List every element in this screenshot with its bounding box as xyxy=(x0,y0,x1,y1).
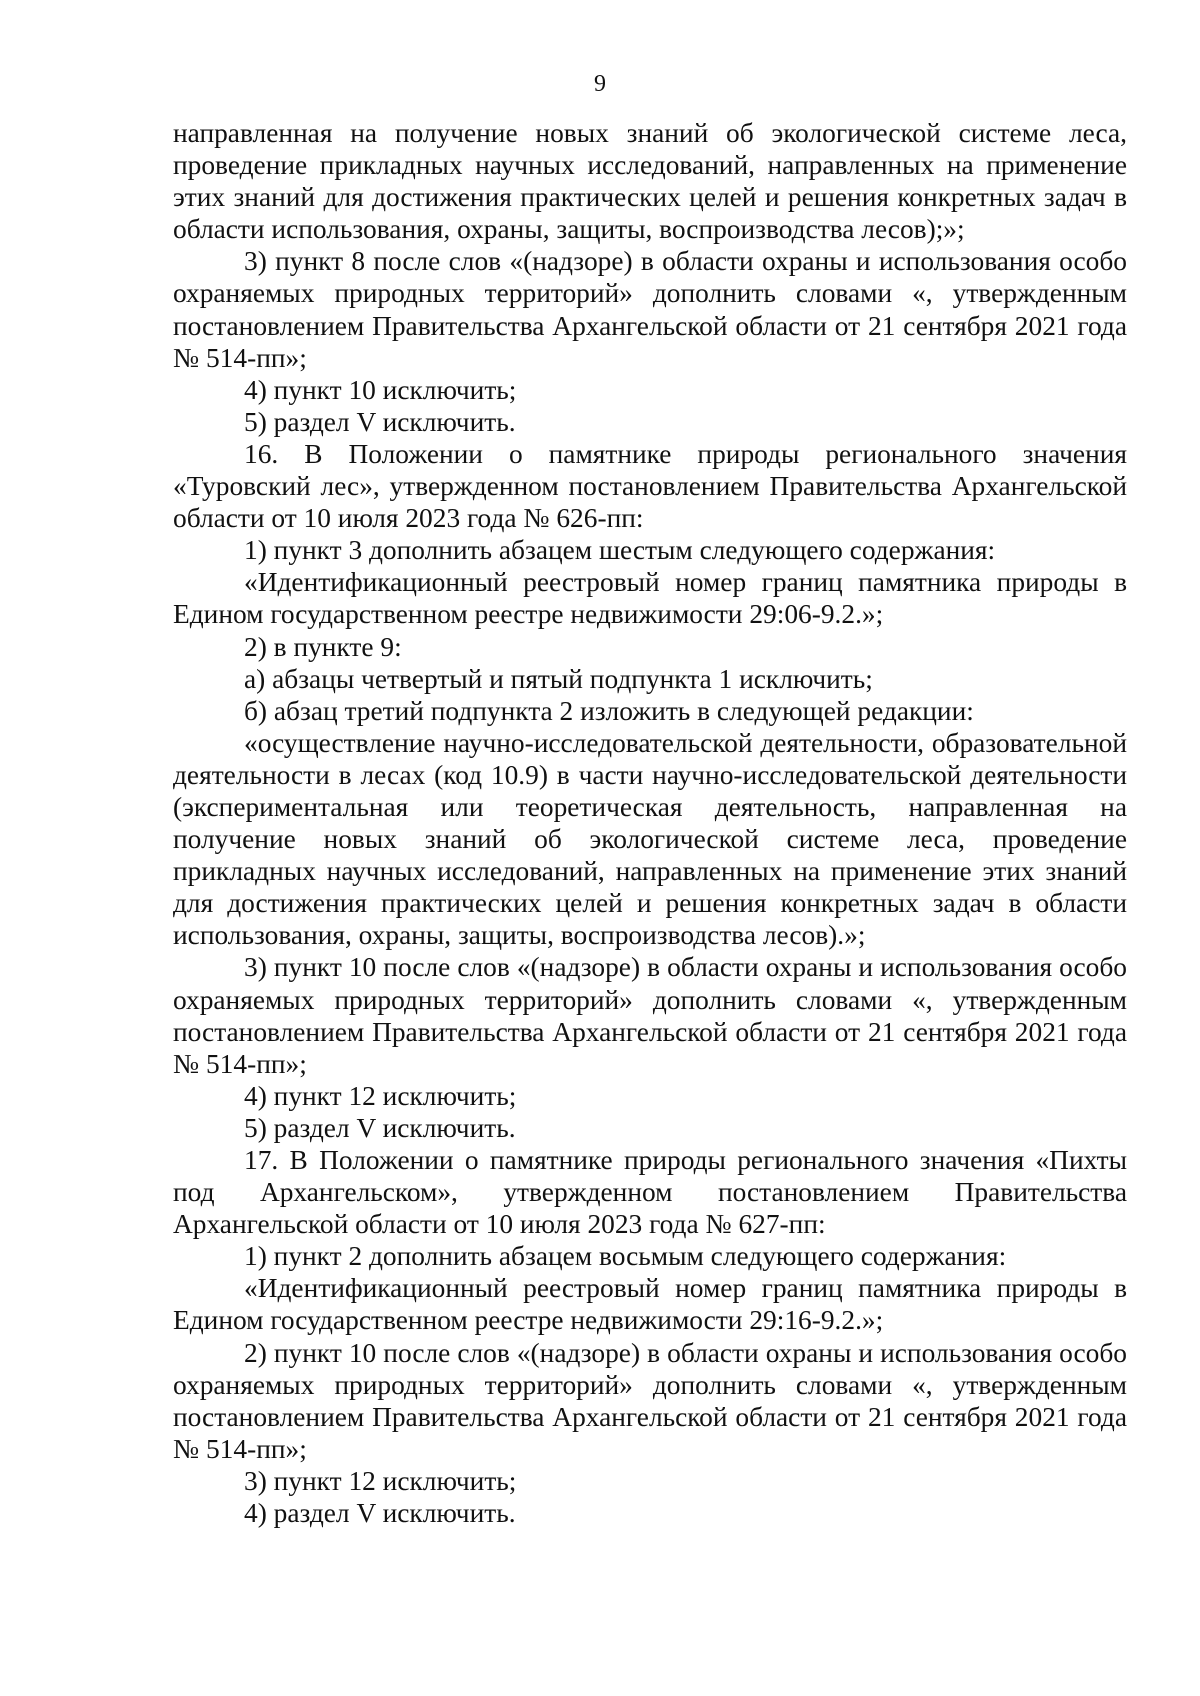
page-number: 9 xyxy=(594,71,606,97)
section-17-quote-registry: «Идентификационный реестровый номер границ памятника природы в Едином государственном реестре недвижимости 29:16-9.2.»; xyxy=(173,1273,1127,1336)
section-16-item-1: 1) пункт 3 дополнить абзацем шестым следующего содержания: xyxy=(244,535,996,566)
item-3-point-8: 3) пункт 8 после слов «(надзоре) в области охраны и использования особо охраняемых природных территорий» дополнить словами «, утвержденным постановлением Правительства Архангельской области от 21 сентября 2021 года № 514-пп»; xyxy=(173,246,1127,373)
section-17-item-1: 1) пункт 2 дополнить абзацем восьмым следующего содержания: xyxy=(244,1241,1007,1272)
section-16-quote-registry: «Идентификационный реестровый номер границ памятника природы в Едином государственном реестре недвижимости 29:06-9.2.»; xyxy=(173,567,1127,630)
document-body xyxy=(173,117,1127,1529)
section-17-item-4: 4) раздел V исключить. xyxy=(244,1498,516,1529)
section-16-item-4: 4) пункт 12 исключить; xyxy=(244,1080,517,1111)
paragraph-continuation: направленная на получение новых знаний об экологической системе леса, проведение прикладных научных исследований, направленных на применение этих знаний для достижения практических целей и решения конкретных задач в области использования, охраны, защиты, воспроизводства лесов);»; xyxy=(173,118,1127,245)
section-17-item-2: 2) пункт 10 после слов «(надзоре) в области охраны и использования особо охраняемых природных территорий» дополнить словами «, утвержденным постановлением Правительства Архангельской области от 21 сентября 2021 года № 514-пп»; xyxy=(173,1337,1127,1464)
section-17-heading: 17. В Положении о памятнике природы регионального значения «Пихты под Архангельском», утвержденном постановлением Правительства Архангельской области от 10 июля 2023 года № 627-пп: xyxy=(173,1145,1127,1240)
item-5-section-v: 5) раздел V исключить. xyxy=(244,406,516,437)
section-16-item-5: 5) раздел V исключить. xyxy=(244,1112,516,1143)
section-16-subitem-b: б) абзац третий подпункта 2 изложить в следующей редакции: xyxy=(244,695,974,726)
section-16-quote-research: «осуществление научно-исследовательской деятельности, образовательной деятельности в лесах (код 10.9) в части научно-исследовательской деятельности (экспериментальная или теоретическая деятельность, направленная на получение новых знаний об экологической системе леса, проведение прикладных научных исследований, направленных на применение этих знаний для достижения практических целей и решения конкретных задач в области использования, охраны, защиты, воспроизводства лесов).»; xyxy=(173,727,1127,951)
section-17-item-3: 3) пункт 12 исключить; xyxy=(244,1465,517,1496)
item-4-point-10: 4) пункт 10 исключить; xyxy=(244,374,517,405)
section-16-item-2: 2) в пункте 9: xyxy=(244,631,402,662)
section-16-item-3: 3) пункт 10 после слов «(надзоре) в области охраны и использования особо охраняемых природных территорий» дополнить словами «, утвержденным постановлением Правительства Архангельской области от 21 сентября 2021 года № 514-пп»; xyxy=(173,952,1127,1079)
section-16-heading: 16. В Положении о памятнике природы регионального значения «Туровский лес», утвержденном постановлением Правительства Архангельской области от 10 июля 2023 года № 626-пп: xyxy=(173,438,1127,534)
section-16-subitem-a: а) абзацы четвертый и пятый подпункта 1 исключить; xyxy=(244,663,873,694)
